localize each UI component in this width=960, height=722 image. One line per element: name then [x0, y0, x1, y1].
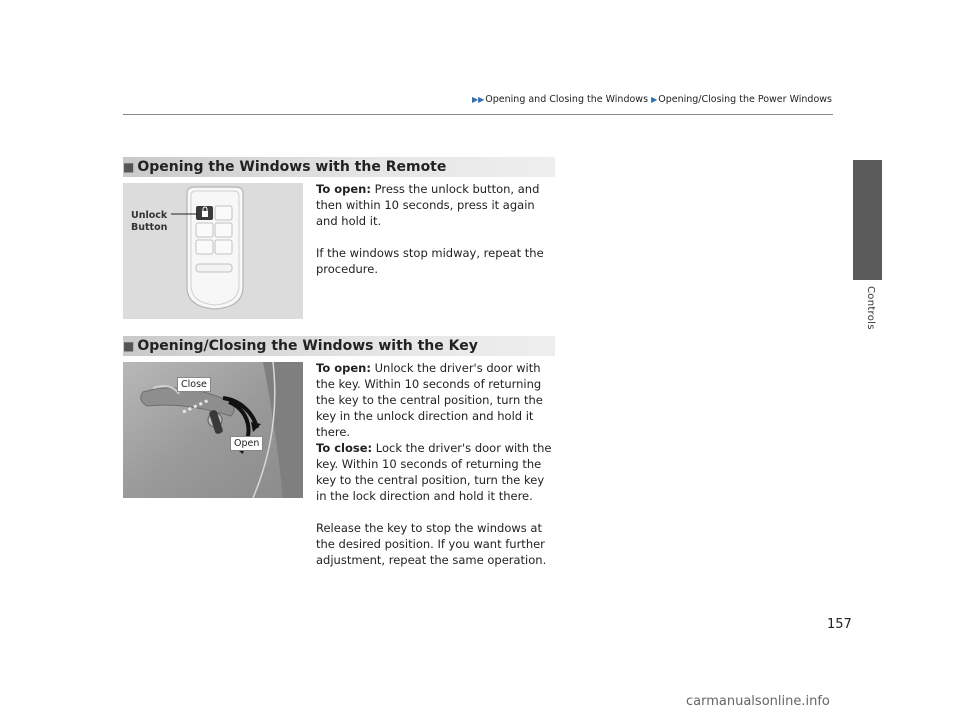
breadcrumb-level2: Opening/Closing the Power Windows	[658, 94, 832, 105]
key-close-paragraph	[316, 440, 556, 504]
door-key-illustration	[123, 362, 303, 498]
section-heading-remote-text: Opening the Windows with the Remote	[137, 159, 447, 175]
open-direction-label: Open	[230, 436, 263, 451]
square-bullet-icon: ■	[123, 160, 135, 174]
section-heading-remote	[123, 157, 555, 177]
key-close-label: To close:	[316, 441, 373, 455]
key-close-text: Lock the driver's door with the key. Within 10 seconds of returning the key to the central position, turn the key in the lock direction and hold it there.	[316, 441, 552, 503]
section-heading-key	[123, 336, 555, 356]
remote-key-illustration	[123, 183, 303, 319]
callout-line2: Button	[131, 222, 168, 233]
key-release-paragraph: Release the key to stop the windows at the desired position. If you want further adjustment, repeat the same operation.	[316, 521, 547, 567]
footer-watermark: carmanualsonline.info	[686, 694, 830, 709]
arrow-icon: ▶	[651, 95, 658, 104]
unlock-button-callout	[131, 210, 167, 234]
section-heading-key-text: Opening/Closing the Windows with the Key	[137, 338, 478, 354]
page-number: 157	[827, 617, 852, 632]
breadcrumb	[472, 94, 832, 105]
key-open-text: Unlock the driver's door with the key. Within 10 seconds of returning the key to the central position, turn the key in the unlock direction and hold it there.	[316, 361, 543, 439]
arrow-icon: ▶▶	[471, 95, 485, 104]
square-bullet-icon: ■	[123, 339, 135, 353]
remote-fob-svg	[123, 183, 303, 319]
chapter-label: Controls	[865, 286, 876, 330]
remote-open-text: Press the unlock button, and then within 10 seconds, press it again and hold it.	[316, 182, 540, 228]
remote-open-paragraph	[316, 181, 556, 229]
door-key-svg	[123, 362, 303, 498]
key-instructions	[316, 360, 556, 568]
breadcrumb-level1: Opening and Closing the Windows	[485, 94, 649, 105]
header-rule	[123, 114, 833, 115]
key-open-paragraph	[316, 360, 556, 440]
chapter-tab	[853, 160, 882, 280]
callout-line1: Unlock	[131, 210, 168, 221]
remote-instructions	[316, 181, 556, 277]
key-open-label: To open:	[316, 361, 371, 375]
remote-open-label: To open:	[316, 182, 371, 196]
remote-stop-paragraph: If the windows stop midway, repeat the procedure.	[316, 246, 544, 276]
close-direction-label: Close	[177, 377, 211, 392]
